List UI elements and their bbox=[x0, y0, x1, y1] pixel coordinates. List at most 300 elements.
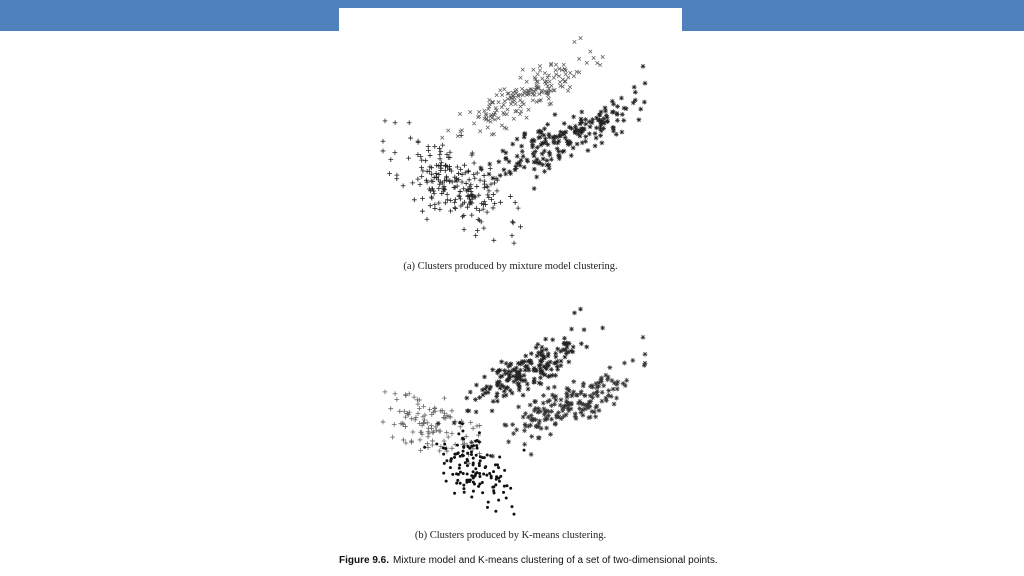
data-point bbox=[556, 149, 561, 154]
data-point bbox=[464, 396, 469, 401]
data-point bbox=[578, 391, 583, 396]
data-point bbox=[503, 99, 507, 103]
data-point bbox=[569, 327, 574, 332]
data-point bbox=[520, 149, 525, 154]
data-point bbox=[571, 114, 576, 119]
data-point bbox=[550, 373, 555, 378]
data-point bbox=[465, 408, 470, 413]
data-point bbox=[537, 161, 542, 166]
data-point bbox=[467, 177, 472, 182]
data-point bbox=[521, 154, 526, 159]
data-point bbox=[536, 72, 540, 76]
scatter-plot-kmeans bbox=[381, 307, 648, 516]
data-point bbox=[504, 361, 509, 366]
data-point bbox=[461, 429, 464, 432]
data-point bbox=[582, 127, 587, 132]
data-point bbox=[459, 482, 462, 485]
data-point bbox=[607, 365, 612, 370]
data-point bbox=[561, 78, 565, 82]
data-point bbox=[558, 363, 563, 368]
data-point bbox=[539, 368, 544, 373]
data-point bbox=[510, 219, 515, 224]
data-point bbox=[569, 153, 574, 158]
data-point bbox=[453, 206, 458, 211]
data-point bbox=[445, 192, 450, 197]
data-point bbox=[532, 186, 537, 191]
data-point bbox=[562, 336, 567, 341]
data-point bbox=[601, 383, 606, 388]
data-point bbox=[525, 80, 529, 84]
data-point bbox=[582, 407, 587, 412]
data-point bbox=[633, 90, 638, 95]
data-point bbox=[565, 140, 570, 145]
data-point bbox=[426, 426, 431, 431]
data-point bbox=[594, 381, 599, 386]
data-point bbox=[541, 77, 545, 81]
data-point bbox=[440, 136, 444, 140]
data-point bbox=[460, 180, 465, 185]
data-point bbox=[592, 56, 596, 60]
data-point bbox=[517, 373, 522, 378]
data-point bbox=[612, 402, 617, 407]
data-point bbox=[472, 462, 475, 465]
data-point bbox=[472, 444, 475, 447]
data-point bbox=[557, 156, 562, 161]
data-point bbox=[550, 84, 554, 88]
data-point bbox=[559, 359, 564, 364]
data-point bbox=[536, 130, 541, 135]
data-point bbox=[546, 76, 550, 80]
data-point bbox=[605, 119, 610, 124]
data-point bbox=[381, 420, 386, 425]
figure-caption bbox=[339, 555, 718, 566]
data-point bbox=[614, 396, 619, 401]
data-point bbox=[485, 210, 490, 215]
data-point bbox=[550, 337, 555, 342]
data-point bbox=[446, 435, 451, 440]
data-point bbox=[458, 464, 461, 467]
data-point bbox=[496, 463, 499, 466]
data-point bbox=[474, 206, 479, 211]
data-point bbox=[461, 186, 466, 191]
subcaption-b: (b) Clusters produced by K-means clustering. bbox=[414, 530, 607, 541]
data-point bbox=[588, 384, 593, 389]
data-point bbox=[583, 122, 588, 127]
data-point bbox=[453, 197, 458, 202]
data-point bbox=[490, 475, 493, 478]
data-point bbox=[533, 149, 538, 154]
data-point bbox=[388, 406, 393, 411]
data-point bbox=[573, 411, 578, 416]
data-point bbox=[473, 233, 478, 238]
data-point bbox=[428, 203, 433, 208]
data-point bbox=[535, 145, 540, 150]
data-point bbox=[544, 426, 549, 431]
data-point bbox=[443, 168, 448, 173]
data-point bbox=[519, 105, 523, 109]
data-point bbox=[559, 397, 564, 402]
data-point bbox=[474, 184, 479, 189]
data-point bbox=[419, 158, 424, 163]
data-point bbox=[525, 116, 529, 120]
data-point bbox=[600, 399, 605, 404]
data-point bbox=[453, 456, 456, 459]
data-point bbox=[511, 220, 516, 225]
data-point bbox=[445, 459, 448, 462]
data-point bbox=[540, 141, 545, 146]
data-point bbox=[498, 456, 501, 459]
data-point bbox=[623, 383, 628, 388]
data-point bbox=[522, 102, 526, 106]
data-point bbox=[457, 451, 460, 454]
data-point bbox=[488, 472, 491, 475]
data-point bbox=[469, 478, 472, 481]
data-point bbox=[579, 117, 584, 122]
data-point bbox=[533, 417, 538, 422]
data-point bbox=[473, 397, 478, 402]
data-point bbox=[419, 174, 424, 179]
data-point bbox=[403, 424, 408, 429]
data-point bbox=[519, 76, 523, 80]
data-point bbox=[567, 76, 571, 80]
data-point bbox=[443, 462, 446, 465]
data-point bbox=[510, 142, 515, 147]
data-point bbox=[466, 464, 469, 467]
data-point bbox=[614, 382, 619, 387]
data-point bbox=[584, 344, 589, 349]
data-point bbox=[579, 110, 584, 115]
data-point bbox=[440, 143, 445, 148]
data-point bbox=[532, 68, 536, 72]
data-point bbox=[411, 430, 416, 435]
data-point bbox=[513, 167, 518, 172]
data-point bbox=[553, 112, 558, 117]
data-point bbox=[462, 487, 465, 490]
data-point bbox=[604, 398, 609, 403]
data-point bbox=[495, 93, 499, 97]
data-point bbox=[499, 359, 504, 364]
data-point bbox=[474, 467, 477, 470]
data-point bbox=[571, 345, 576, 350]
data-point bbox=[491, 399, 496, 404]
data-point bbox=[449, 466, 452, 469]
data-point bbox=[544, 347, 549, 352]
data-point bbox=[478, 129, 482, 133]
data-point bbox=[563, 347, 568, 352]
data-point bbox=[475, 471, 478, 474]
data-point bbox=[521, 393, 526, 398]
data-point bbox=[497, 466, 500, 469]
data-point bbox=[593, 414, 598, 419]
data-point bbox=[427, 407, 432, 412]
data-point bbox=[542, 418, 547, 423]
data-point bbox=[538, 64, 542, 68]
data-point bbox=[547, 97, 551, 101]
data-point bbox=[491, 238, 496, 243]
data-point bbox=[594, 404, 599, 409]
data-point bbox=[462, 484, 465, 487]
data-point bbox=[547, 398, 552, 403]
data-point bbox=[497, 499, 500, 502]
data-point bbox=[492, 181, 497, 186]
data-point bbox=[416, 140, 421, 145]
data-point bbox=[483, 109, 487, 113]
data-point bbox=[536, 410, 541, 415]
data-point bbox=[461, 422, 464, 425]
data-point bbox=[483, 117, 487, 121]
data-point bbox=[622, 361, 627, 366]
data-point bbox=[543, 140, 548, 145]
data-point bbox=[444, 174, 449, 179]
data-point bbox=[512, 117, 516, 121]
data-point bbox=[547, 74, 551, 78]
subcaption-a: (a) Clusters produced by mixture model clustering. bbox=[403, 261, 618, 272]
data-point bbox=[462, 454, 465, 457]
data-point bbox=[477, 395, 482, 400]
data-point bbox=[487, 387, 492, 392]
data-point bbox=[408, 136, 413, 141]
data-point bbox=[472, 470, 475, 473]
data-point bbox=[459, 455, 462, 458]
data-point bbox=[547, 135, 552, 140]
data-point bbox=[619, 130, 624, 135]
data-point bbox=[446, 129, 450, 133]
data-point bbox=[457, 432, 460, 435]
data-point bbox=[538, 352, 543, 357]
data-point bbox=[541, 393, 546, 398]
data-point bbox=[564, 72, 568, 76]
data-point bbox=[553, 422, 558, 427]
data-point bbox=[442, 453, 445, 456]
data-point bbox=[456, 134, 460, 138]
data-point bbox=[381, 149, 386, 154]
data-point bbox=[491, 192, 496, 197]
data-point bbox=[484, 466, 487, 469]
data-point bbox=[535, 157, 540, 162]
data-point bbox=[481, 207, 486, 212]
data-point bbox=[436, 186, 441, 191]
data-point bbox=[542, 126, 547, 131]
data-point bbox=[409, 440, 414, 445]
data-point bbox=[575, 70, 579, 74]
data-point bbox=[494, 510, 497, 513]
data-point bbox=[604, 113, 609, 118]
data-point bbox=[497, 368, 502, 373]
data-point bbox=[544, 158, 549, 163]
data-point bbox=[472, 122, 476, 126]
data-point bbox=[509, 487, 512, 490]
data-point bbox=[492, 470, 495, 473]
data-point bbox=[529, 417, 534, 422]
data-point bbox=[492, 485, 495, 488]
data-point bbox=[497, 100, 501, 104]
data-point bbox=[529, 434, 534, 439]
data-point bbox=[471, 172, 476, 177]
data-point bbox=[533, 399, 538, 404]
data-point bbox=[542, 412, 547, 417]
data-point bbox=[462, 472, 465, 475]
data-point bbox=[520, 361, 525, 366]
data-point bbox=[470, 453, 473, 456]
data-point bbox=[531, 98, 535, 102]
data-point bbox=[532, 167, 537, 172]
data-point bbox=[458, 189, 463, 194]
data-point bbox=[438, 207, 443, 212]
data-point bbox=[552, 76, 556, 80]
data-point bbox=[458, 167, 463, 172]
data-point bbox=[536, 424, 541, 429]
data-point bbox=[521, 93, 525, 97]
data-point bbox=[568, 71, 572, 75]
data-point bbox=[517, 385, 522, 390]
data-point bbox=[523, 378, 528, 383]
data-point bbox=[546, 386, 551, 391]
data-point bbox=[448, 209, 453, 214]
data-point bbox=[502, 491, 505, 494]
data-point bbox=[501, 111, 505, 115]
data-point bbox=[553, 394, 558, 399]
data-point bbox=[599, 140, 604, 145]
data-point bbox=[569, 126, 574, 131]
data-point bbox=[503, 87, 507, 91]
data-point bbox=[514, 110, 518, 114]
data-point bbox=[614, 111, 619, 116]
data-point bbox=[538, 92, 542, 96]
data-point bbox=[481, 226, 486, 231]
data-point bbox=[423, 158, 428, 163]
data-point bbox=[418, 448, 423, 453]
data-point bbox=[457, 194, 462, 199]
data-point bbox=[569, 401, 574, 406]
data-point bbox=[598, 112, 603, 117]
data-point bbox=[566, 89, 570, 93]
data-point bbox=[622, 106, 627, 111]
data-point bbox=[522, 165, 527, 170]
data-point bbox=[590, 395, 595, 400]
data-point bbox=[543, 71, 547, 75]
data-point bbox=[596, 117, 601, 122]
data-point bbox=[583, 134, 588, 139]
data-point bbox=[533, 76, 537, 80]
data-point bbox=[598, 133, 603, 138]
data-point bbox=[510, 233, 515, 238]
data-point bbox=[465, 481, 468, 484]
data-point bbox=[430, 443, 435, 448]
data-point bbox=[621, 118, 626, 123]
data-point bbox=[417, 406, 422, 411]
data-point bbox=[522, 428, 527, 433]
data-point bbox=[489, 197, 494, 202]
data-point bbox=[476, 447, 479, 450]
data-point bbox=[503, 469, 506, 472]
data-point bbox=[540, 345, 545, 350]
data-point bbox=[590, 120, 595, 125]
data-point bbox=[416, 402, 421, 407]
data-point bbox=[471, 426, 476, 431]
data-point bbox=[555, 359, 560, 364]
data-point bbox=[572, 310, 577, 315]
data-point bbox=[508, 388, 513, 393]
data-point bbox=[506, 439, 511, 444]
data-point bbox=[485, 113, 489, 117]
data-point bbox=[537, 435, 542, 440]
data-point bbox=[488, 166, 493, 171]
data-point bbox=[407, 120, 412, 125]
data-point bbox=[482, 375, 487, 380]
data-point bbox=[500, 105, 504, 109]
data-point bbox=[404, 441, 409, 446]
data-point bbox=[401, 438, 406, 443]
data-point bbox=[468, 110, 472, 114]
data-point bbox=[450, 446, 455, 451]
data-point bbox=[435, 442, 438, 445]
data-point bbox=[552, 402, 557, 407]
data-point bbox=[603, 109, 608, 114]
data-point bbox=[456, 444, 459, 447]
data-point bbox=[523, 368, 528, 373]
data-point bbox=[477, 208, 482, 213]
data-point bbox=[418, 182, 423, 187]
data-point bbox=[474, 383, 479, 388]
data-point bbox=[486, 506, 489, 509]
data-point bbox=[553, 351, 558, 356]
data-point bbox=[442, 447, 445, 450]
data-point bbox=[578, 307, 583, 312]
data-point bbox=[503, 156, 508, 161]
data-point bbox=[475, 454, 478, 457]
data-point bbox=[585, 61, 589, 65]
data-point bbox=[577, 57, 581, 61]
data-point bbox=[601, 55, 605, 59]
data-point bbox=[552, 140, 557, 145]
data-point bbox=[573, 130, 578, 135]
data-point bbox=[478, 165, 483, 170]
data-point bbox=[610, 99, 615, 104]
data-point bbox=[383, 389, 388, 394]
data-point bbox=[491, 176, 496, 181]
data-point bbox=[630, 358, 635, 363]
data-point bbox=[429, 195, 434, 200]
data-point bbox=[421, 404, 426, 409]
data-point bbox=[523, 449, 526, 452]
data-point bbox=[522, 442, 527, 447]
data-point bbox=[544, 366, 549, 371]
data-point bbox=[534, 345, 539, 350]
data-point bbox=[522, 135, 527, 140]
data-point bbox=[390, 435, 395, 440]
data-point bbox=[614, 132, 619, 137]
data-point bbox=[475, 171, 480, 176]
data-point bbox=[543, 372, 548, 377]
data-point bbox=[475, 424, 480, 429]
data-point bbox=[456, 479, 459, 482]
data-point bbox=[572, 74, 576, 78]
data-point bbox=[601, 116, 606, 121]
data-point bbox=[472, 490, 475, 493]
data-point bbox=[549, 417, 554, 422]
data-point bbox=[515, 154, 520, 159]
data-point bbox=[483, 456, 486, 459]
data-point bbox=[508, 194, 513, 199]
data-point bbox=[642, 100, 647, 105]
data-point bbox=[392, 422, 397, 427]
data-point bbox=[610, 125, 615, 130]
data-point bbox=[579, 341, 584, 346]
data-point bbox=[455, 472, 458, 475]
data-point bbox=[633, 98, 638, 103]
data-point bbox=[403, 392, 408, 397]
data-point bbox=[571, 146, 576, 151]
